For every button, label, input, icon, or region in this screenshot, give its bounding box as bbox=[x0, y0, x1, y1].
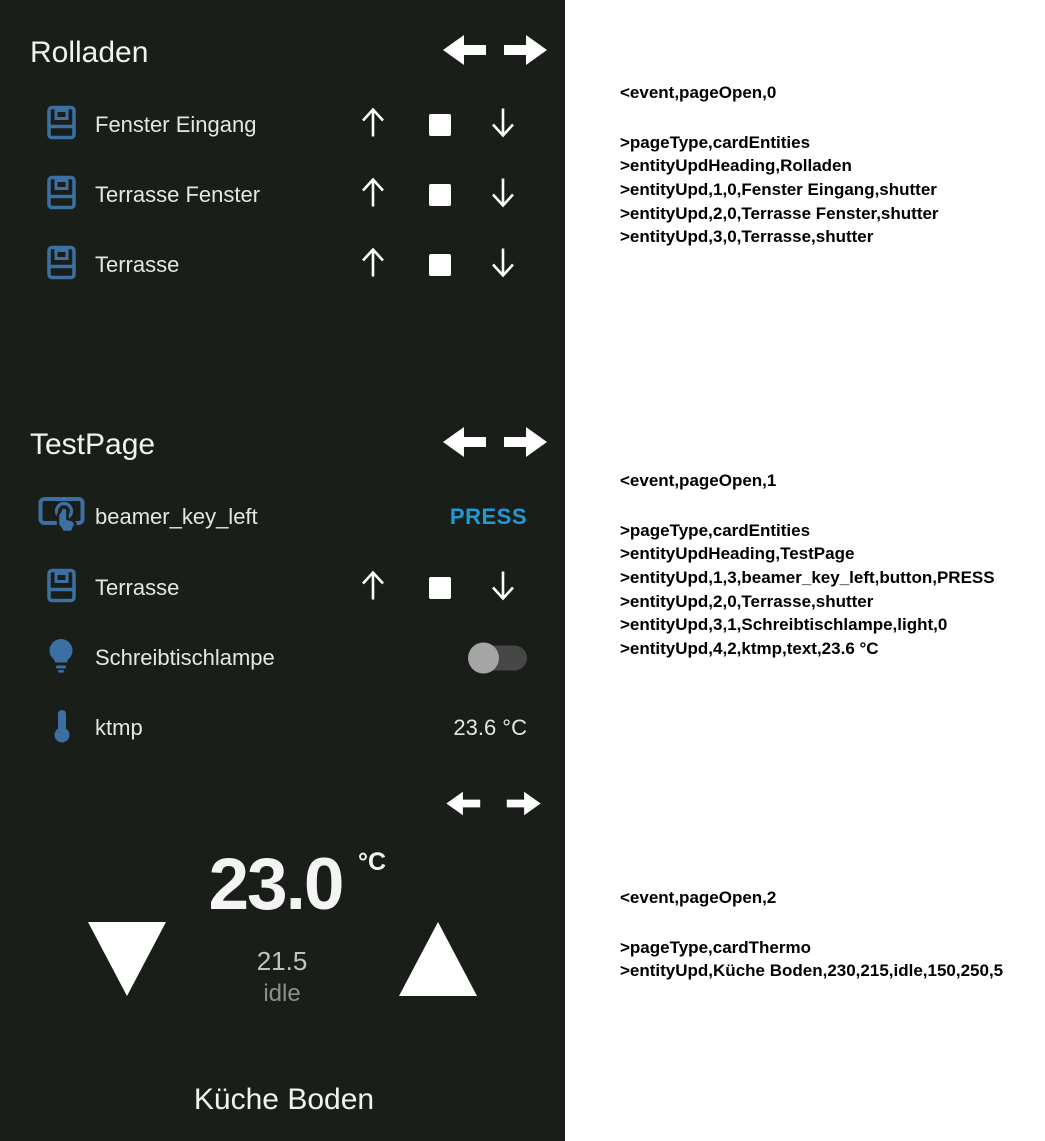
arrow-right-icon bbox=[506, 788, 543, 819]
protocol-line: >entityUpdHeading,Rolladen bbox=[620, 156, 852, 176]
protocol-line: >entityUpd,Küche Boden,230,215,idle,150,250,5 bbox=[620, 961, 1004, 981]
protocol-event-line: <event,pageOpen,1 bbox=[620, 471, 777, 490]
card-heading-rolladen: Rolladen bbox=[30, 36, 149, 69]
entity-label: Terrasse Fenster bbox=[95, 182, 261, 207]
arrow-left-icon bbox=[440, 423, 487, 461]
window-shutter-icon bbox=[47, 106, 76, 145]
shutter-stop-button[interactable] bbox=[429, 254, 451, 276]
protocol-line: >entityUpd,2,0,Terrasse Fenster,shutter bbox=[620, 203, 939, 223]
protocol-event-line: <event,pageOpen,0 bbox=[620, 83, 777, 102]
arrow-right-icon bbox=[503, 31, 550, 69]
window-shutter-icon bbox=[47, 569, 76, 608]
protocol-line: >entityUpdHeading,TestPage bbox=[620, 544, 855, 564]
protocol-line: >entityUpd,3,1,Schreibtischlampe,light,0 bbox=[620, 615, 948, 635]
shutter-stop-button[interactable] bbox=[429, 577, 451, 599]
protocol-event-line: <event,pageOpen,2 bbox=[620, 888, 777, 907]
thermometer-icon bbox=[52, 709, 72, 748]
shutter-stop-button[interactable] bbox=[429, 114, 451, 136]
card-heading-testpage: TestPage bbox=[30, 428, 156, 461]
nav-prev-button[interactable] bbox=[440, 423, 487, 461]
entity-row bbox=[0, 230, 565, 300]
protocol-block-page2 bbox=[620, 886, 1040, 983]
thermostat-state: idle bbox=[263, 980, 301, 1007]
entity-row bbox=[0, 160, 565, 230]
thermostat-title: Küche Boden bbox=[193, 1083, 375, 1116]
shutter-stop-button[interactable] bbox=[429, 184, 451, 206]
protocol-block-page0 bbox=[620, 81, 1040, 249]
entity-label: ktmp bbox=[95, 715, 143, 740]
nav-prev-button[interactable] bbox=[440, 31, 487, 69]
shutter-up-button[interactable] bbox=[358, 569, 388, 608]
lightbulb-icon bbox=[47, 638, 75, 678]
current-temperature: 23.0 bbox=[208, 844, 343, 925]
protocol-line: >pageType,cardEntities bbox=[620, 132, 811, 152]
entity-row bbox=[0, 482, 565, 552]
entity-row bbox=[0, 553, 565, 623]
nav-next-button[interactable] bbox=[503, 31, 550, 69]
shutter-down-button[interactable] bbox=[488, 106, 518, 145]
entity-label: Terrasse bbox=[95, 252, 180, 277]
nav-prev-button[interactable] bbox=[444, 788, 481, 819]
entity-label: Fenster Eingang bbox=[95, 112, 257, 137]
entity-row bbox=[0, 90, 565, 160]
protocol-line: >entityUpd,1,3,beamer_key_left,button,PRESS bbox=[620, 568, 995, 587]
nav-next-button[interactable] bbox=[503, 423, 550, 461]
arrow-left-icon bbox=[440, 31, 487, 69]
protocol-line: >entityUpd,4,2,ktmp,text,23.6 °C bbox=[620, 639, 879, 659]
setpoint-temperature: 21.5 bbox=[256, 946, 308, 976]
shutter-down-button[interactable] bbox=[488, 176, 518, 215]
shutter-up-button[interactable] bbox=[358, 246, 388, 285]
entity-row bbox=[0, 693, 565, 763]
arrow-right-icon bbox=[503, 423, 550, 461]
toggle-knob bbox=[468, 643, 499, 674]
shutter-up-button[interactable] bbox=[358, 176, 388, 215]
protocol-line: >pageType,cardThermo bbox=[620, 937, 811, 957]
entity-label: beamer_key_left bbox=[95, 504, 258, 529]
protocol-line: >pageType,cardEntities bbox=[620, 520, 811, 540]
temperature-unit: °C bbox=[358, 848, 387, 876]
window-shutter-icon bbox=[47, 176, 76, 215]
protocol-line: >entityUpd,1,0,Fenster Eingang,shutter bbox=[620, 180, 937, 199]
window-shutter-icon bbox=[47, 246, 76, 285]
press-button[interactable]: PRESS bbox=[449, 504, 527, 529]
protocol-line: >entityUpd,2,0,Terrasse,shutter bbox=[620, 591, 874, 611]
shutter-down-button[interactable] bbox=[488, 569, 518, 608]
arrow-left-icon bbox=[444, 788, 481, 819]
protocol-line: >entityUpd,3,0,Terrasse,shutter bbox=[620, 227, 874, 247]
shutter-down-button[interactable] bbox=[488, 246, 518, 285]
gesture-tap-button-icon bbox=[38, 496, 85, 538]
entity-value: 23.6 °C bbox=[453, 715, 527, 740]
light-toggle-switch[interactable] bbox=[468, 643, 528, 674]
nav-next-button[interactable] bbox=[506, 788, 543, 819]
entity-label: Schreibtischlampe bbox=[95, 645, 275, 670]
entity-row bbox=[0, 623, 565, 693]
entity-label: Terrasse bbox=[95, 575, 180, 600]
protocol-block-page1 bbox=[620, 469, 1040, 661]
shutter-up-button[interactable] bbox=[358, 106, 388, 145]
